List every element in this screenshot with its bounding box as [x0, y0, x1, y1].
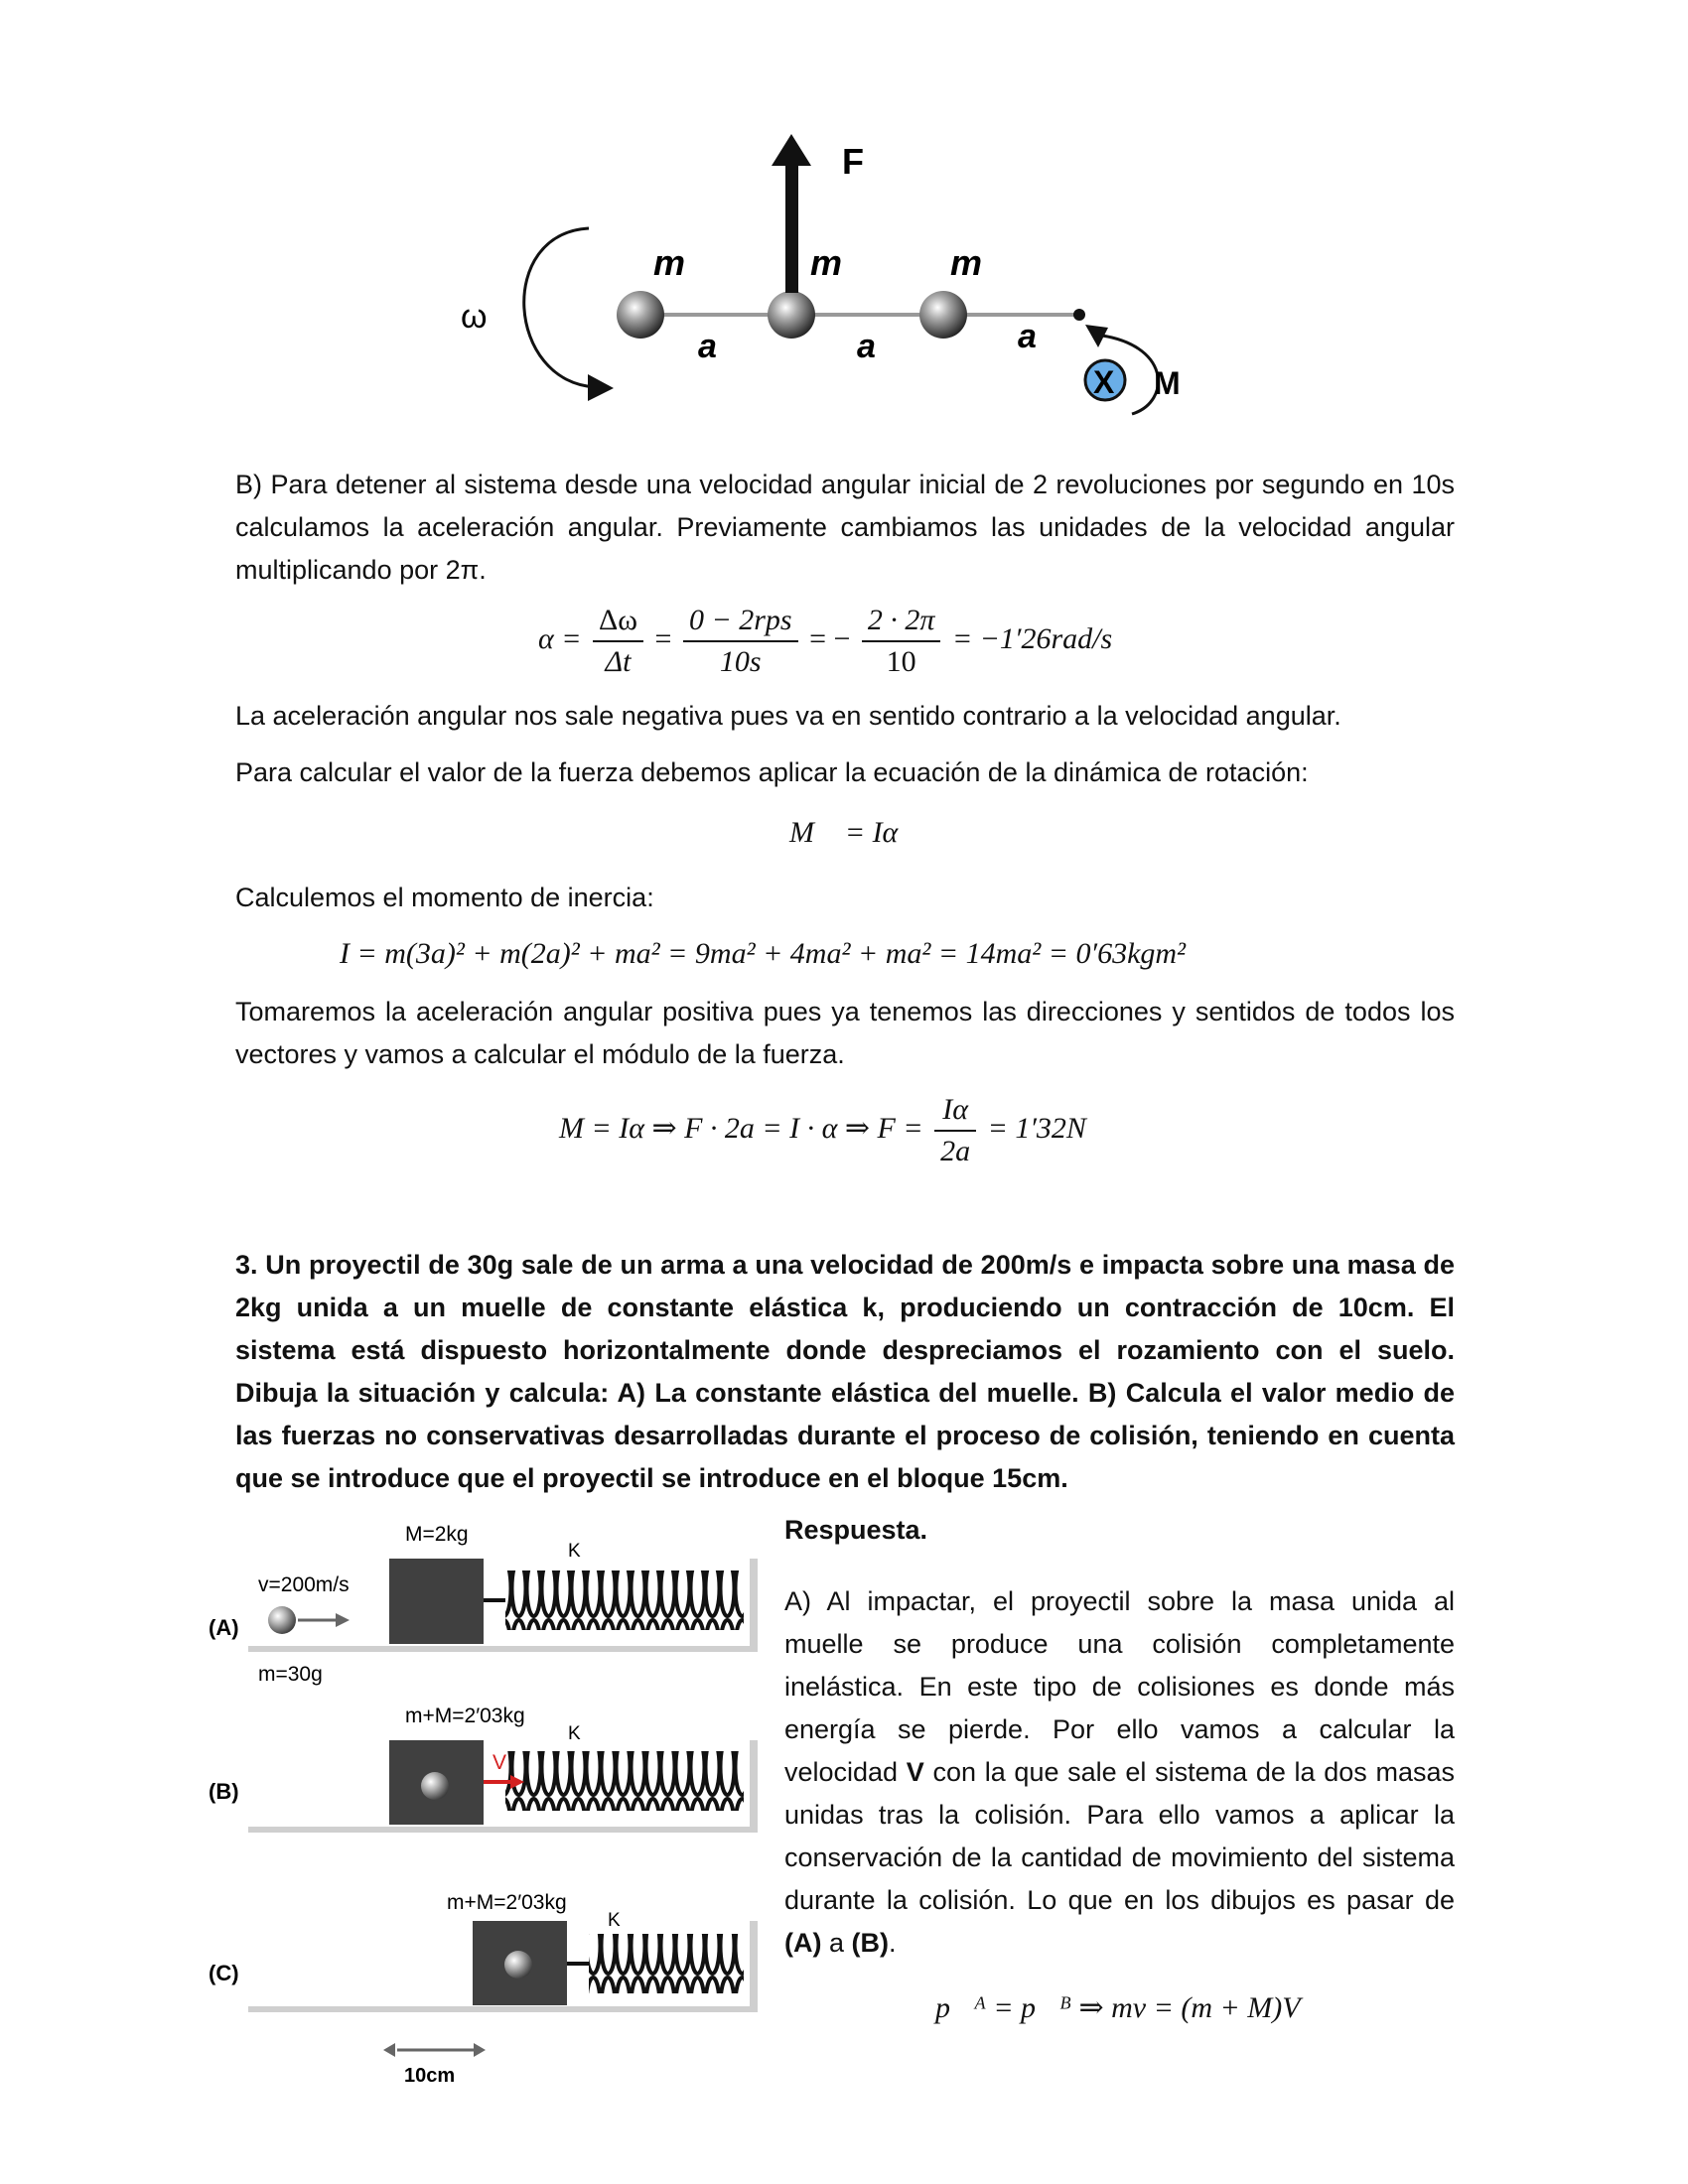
bullet-b	[421, 1772, 449, 1800]
mass-label-1: m	[653, 242, 686, 283]
problem-3-statement: 3. Un proyectil de 30g sale de un arma a una velocidad de 200m/s e impacta sobre una masa de 2kg unida a un muelle de constante elástica k, produciendo un contracción de 10cm. El sistema está dispuesto horizontalmente donde despreciamos el rozamiento con el suelo. Dibuja la situación y calcula: A) La constante elástica del muelle. B) Calcula el valor medio de las fuerzas no conservativas desarrolladas durante el proceso de colisión, teniendo en cuenta que se introduce que el proyectil se introduce en el bloque 15cm.	[235, 1250, 1455, 1493]
rotation-diagram	[437, 124, 1211, 422]
spring-b	[505, 1751, 744, 1811]
inertia-intro: Calculemos el momento de inercia:	[235, 883, 654, 912]
distance-label-2: a	[857, 328, 876, 365]
bullet-c	[504, 1951, 532, 1979]
panel-b-tag: (B)	[209, 1779, 239, 1804]
velocity-label-b: V	[492, 1751, 507, 1774]
floor-c	[248, 2006, 755, 2012]
omega-arrow-head	[588, 374, 614, 401]
part-b-intro: B) Para detener al sistema desde una velocidad angular inicial de 2 revoluciones por segundo en 10s calculamos la aceleración angular. Previamente cambiamos las unidades de la velocidad angular multiplicando por 2π.	[235, 470, 1455, 585]
frac-dw-dt: $\frac{\Delta\omega}{\Delta t}$	[593, 601, 643, 682]
spring-label-b: K	[568, 1723, 581, 1744]
alpha-result: = −1′26rad/s	[951, 621, 1113, 655]
frac-rps: $\frac{\text{0 − 2rps}}{10s}$	[683, 601, 798, 682]
distance-label-c: 10cm	[404, 2065, 456, 2085]
spring-label-a: K	[568, 1541, 581, 1562]
spring-a	[505, 1570, 744, 1630]
spring-label-c: K	[608, 1910, 621, 1931]
mass-label-c: m+M=2′03kg	[447, 1891, 567, 1914]
momentum-equation: p⃗ᴬ = p⃗ᴮ ⇒ mv = (m + M)V	[935, 1991, 1301, 2024]
distance-label-1: a	[698, 328, 717, 365]
axis-symbol: X	[1093, 364, 1115, 400]
force-label: F	[842, 141, 864, 182]
omega-label: ω	[461, 298, 488, 336]
alpha-lhs: α =	[538, 621, 582, 655]
wall-a	[750, 1559, 758, 1652]
spring-c	[589, 1934, 744, 1993]
wall-b	[750, 1740, 758, 1833]
bullet-label-a: m=30g	[258, 1663, 323, 1686]
mass-label-b: m+M=2′03kg	[405, 1705, 525, 1727]
spring-diagram	[199, 1499, 770, 2085]
dynamics-intro: Para calcular el valor de la fuerza debemos aplicar la ecuación de la dinámica de rotación:	[235, 757, 1309, 787]
answer-paragraph: A) Al impactar, el proyectil sobre la masa unida al muelle se produce una colisión completamente inelástica. En este tipo de colisiones es donde más energía se pierde. Por ello vamos a calcular la velocidad V con la que sale el sistema de la dos masas unidas tras la colisión. Para ello vamos a aplicar la conservación de la cantidad de movimiento del sistema durante la colisión. Lo que en los dibujos es pasar de (A) a (B).	[784, 1586, 1455, 1958]
moment-label: M	[1154, 365, 1181, 401]
mass-ball-3	[919, 291, 967, 339]
wall-c	[750, 1921, 758, 2012]
floor-a	[248, 1646, 755, 1652]
force-arrow-head	[772, 134, 811, 166]
panel-c-tag: (C)	[209, 1961, 239, 1985]
inertia-equation: I = m(3a)² + m(2a)² + ma² = 9ma² + 4ma² + ma² = 14ma² = 0′63kgm²	[340, 937, 1187, 970]
mass-ball-2	[768, 291, 815, 339]
answer-heading: Respuesta.	[784, 1515, 928, 1545]
positive-note: Tomaremos la aceleración angular positiva pues ya tenemos las direcciones y sentidos de todos los vectores y vamos a calcular el módulo de la fuerza.	[235, 997, 1455, 1069]
dynamics-equation: M⃗ = Iα⃗	[789, 816, 921, 849]
velocity-label-a: v=200m/s	[258, 1573, 350, 1596]
mass-label-a: M=2kg	[405, 1523, 469, 1546]
block-a	[389, 1559, 484, 1644]
force-equation: M = Iα ⇒ F · 2a = I · α ⇒ F = $\frac{I\alpha}{2a}$ = 1′32N	[559, 1090, 1086, 1171]
force-arrow-shaft	[785, 162, 798, 293]
rod-end-point	[1073, 309, 1085, 321]
distance-label-3: a	[1018, 318, 1037, 355]
mass-label-2: m	[810, 242, 843, 283]
bullet-a	[268, 1606, 296, 1634]
mass-ball-1	[617, 291, 664, 339]
negative-note: La aceleración angular nos sale negativa pues va en sentido contrario a la velocidad angular.	[235, 701, 1341, 731]
alpha-equation: α = $\frac{\Delta\omega}{\Delta t}$ = $\frac{\text{0 − 2rps}}{10s}$ = − $\frac{2 \cdot 2\pi}{10}$ = −1′26rad/s	[538, 601, 1112, 682]
floor-b	[248, 1827, 755, 1833]
panel-a-tag: (A)	[209, 1615, 239, 1640]
omega-arrow-icon	[524, 228, 596, 387]
mass-label-3: m	[950, 242, 983, 283]
frac-2pi: $\frac{2 \cdot 2\pi}{10}$	[862, 601, 941, 682]
